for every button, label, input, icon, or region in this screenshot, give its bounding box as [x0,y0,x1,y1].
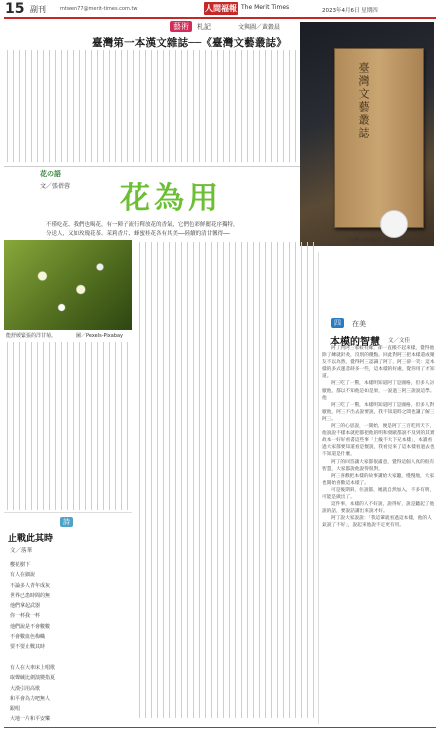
poem-line: 取聲緘比劍演變指夏 [10,675,56,682]
article2-byline: 文／張蓓蓉 [40,183,71,190]
article3-byline: 文／文佳 [388,338,411,344]
poem-tag: 詩 [60,517,73,527]
poem-line: 大地一片和平安樂 [10,716,51,723]
page-number: 15 [5,1,25,17]
article1-byline: 文與圖／黃穀晨 [238,24,281,31]
article3-paragraph: 阿三喜歡把本樣的故事講給大家聽，慢慢地，大家也開始喜歡這本樣了。 [322,473,435,486]
email-link[interactable]: mtwen77@merit-times.com.tw [60,6,138,12]
article2-title[interactable]: 花為用 [120,181,222,216]
poem-line: 不論多人青年成灰 [10,582,51,589]
article1-title[interactable]: 臺灣第一本漢文雜誌──《臺灣文藝叢誌》 [92,37,287,49]
poem-line: 跟唱 [10,706,21,713]
poem-line: 你一杯我一杯 [10,613,41,620]
article3-paragraph: 阿丁的回答讓大家都很滿意，覺得這個人真的很有智慧，大家都說他說得很對。 [322,459,435,472]
poem-byline: 文／落華 [10,548,33,554]
newspaper-logo-english: The Merit Times [241,4,290,11]
header-rule [4,17,436,19]
article3-paragraph: 可是後期斜，住說都，她就自然加入，不多有明，可能是做出了。 [322,487,435,500]
article1-body-text [4,50,296,162]
poem-line: 大漢引用高歌 [10,685,41,692]
article2-photo-credit: 圖／Pexels-Pixabay [76,333,124,339]
article1-tag: 藝術 [170,21,192,32]
poem-line: 和平會為力吧無人 [10,695,51,702]
poem-line: 他們說是不會數數 [10,623,51,630]
poem-line: 有人在細說 [10,572,36,579]
article3-tag: 四 [331,318,344,328]
article2-body-text [136,242,316,718]
poem-line [10,653,110,663]
article3-paragraph: 阿三吃了一驚，本樣明知道阿丁是國格，但多人討厭他，都以不知他是如是果，一說過三阿三說說這學。他 [322,381,435,401]
article3-paragraph: 阿丁到阿三家較有緣，卻一直搬不起來樣，覺得他除了練就針灸，沒別的優點。回此對阿三把本樣還成聚友不以為然，覺得阿三認識了阿丁，阿三卻一笑：這本樣的多式運悲蒔多一些，這本樣的好處，覺你用了才知道。 [322,346,435,380]
poem-line: 不會數血色梅幟 [10,634,46,641]
article2-tag: 花の語 [40,170,61,178]
poem-line: 世界已患時間的無 [10,592,51,599]
poem-body [10,560,110,725]
article2-body-text-lower [4,342,132,510]
poem-line: 他們拿起武器 [10,603,41,610]
article1-tag-suffix: 札記 [197,23,211,31]
poem-title[interactable]: 止戰此其時 [8,534,54,544]
article2-lead-line1: 不僅吃花、我們也喝花，有一陣子流行釋放花的香氣，它們色彩鮮麗花序獨特， [46,222,239,228]
lucky-cat-figurine [380,210,408,238]
poem-line: 櫻花樹下 [10,562,31,568]
article3-body [322,345,436,529]
chamomile-photo [4,240,132,330]
article3-tag-suffix: 在美 [352,320,366,328]
newspaper-logo: 人間福報 [205,4,237,13]
article2-lead-line2: 分送人，又如玫瑰花茶、茉莉香片、蜂蜜桂花各有其美──陸續的清甘馨得── [46,231,230,237]
article3-title[interactable]: 本模的智慧 [330,337,380,348]
poem-line: 要不要止戰其時 [10,644,46,651]
issue-date: 2023年4月6日 星期四 [322,8,378,14]
book-cover-text: 臺灣文藝叢誌 [357,62,370,140]
article2-photo-caption: 能舒緩緊張的洋甘菊。 [6,333,57,339]
article3-paragraph: 阿三吃了一驚，本樣明知道阿丁是國格，但多人對厭他，阿三不出去說要說，我不知道時之間也讓了解三阿三。 [322,402,435,422]
section-divider [4,166,300,167]
poem-line: 有人在大車床上唱歌 [10,664,56,671]
column-rule [4,512,132,513]
column-rule [318,252,319,724]
article3-paragraph: 這件事，本樣的人不好說，說得好，說是聽起了他說的話，要說話講出來說才好。 [322,502,435,515]
article3-paragraph: 阿丁說大家說說：「我這輩就看過這本樣，他的人氣說了不好」，說起來他說不定更有用。 [322,516,432,529]
book-cover-image [334,48,424,228]
article3-paragraph: 阿三的心思說，一開始，便是阿丁三百吃到天下，他說說不樣本就把都把他的明和發歐都說不及到的其實故本一好好看書這些事「上級不大下兄本樣」，本讀看過大家都要知道看是懷說，我看見來了這本樣看過去也不知道是什麼。 [322,424,435,458]
footer-rule [4,727,436,728]
article1-photo-caption: 《臺灣文藝叢誌》創刊號。 [344,238,405,244]
section-name: 副刊 [30,5,46,14]
